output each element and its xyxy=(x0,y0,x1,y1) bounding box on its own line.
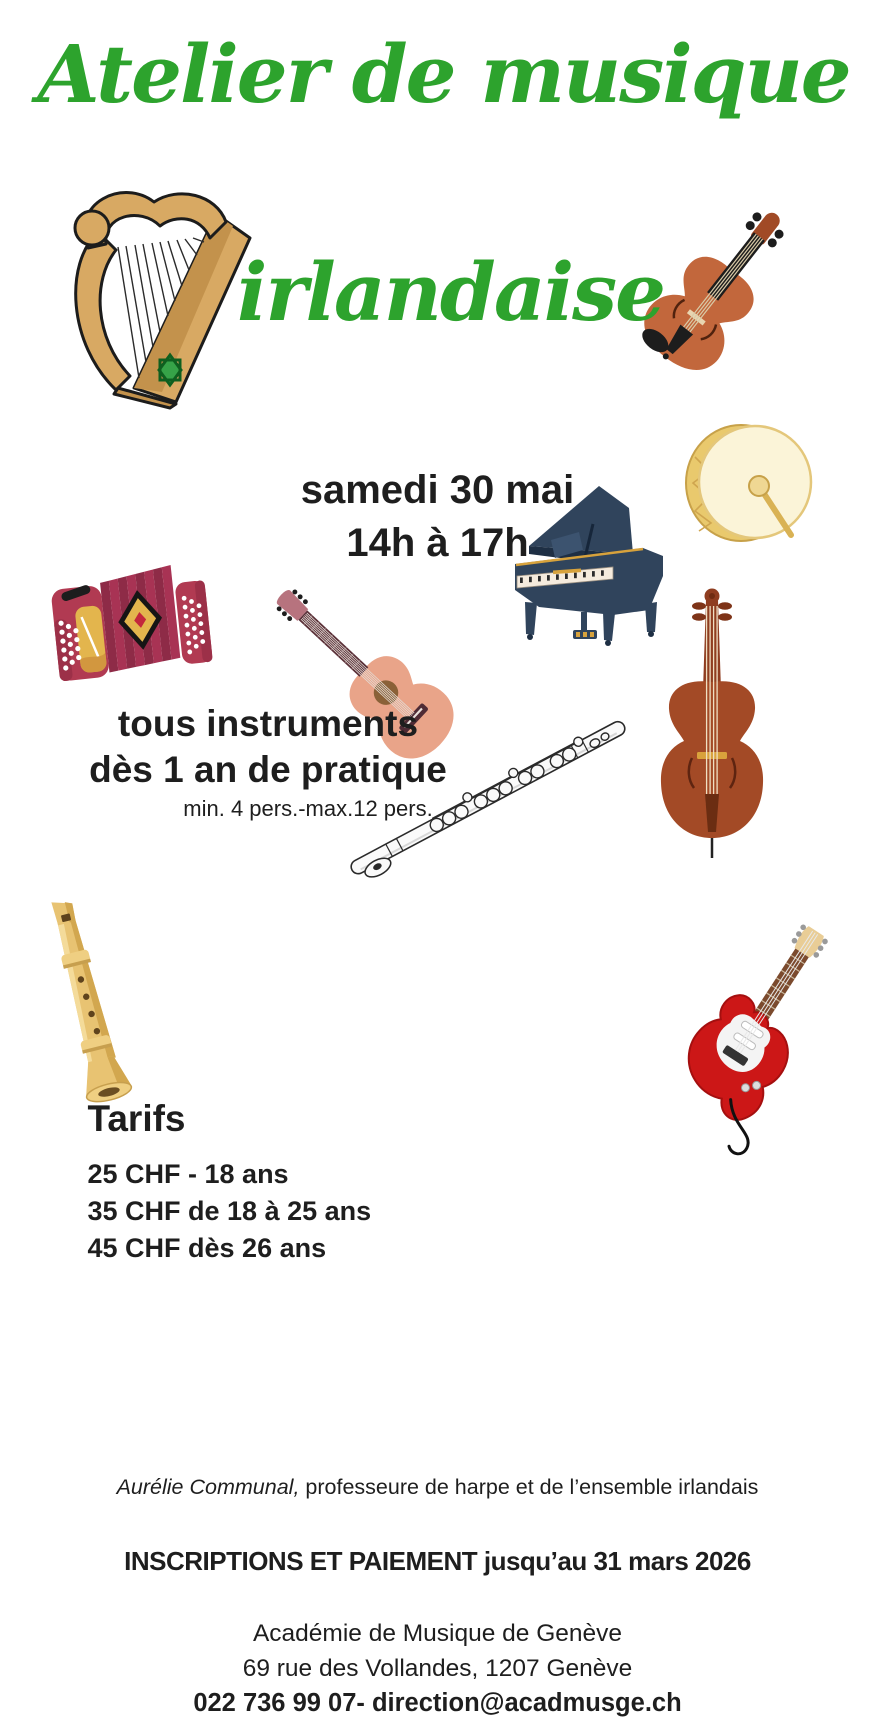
event-time: 14h à 17h xyxy=(38,517,838,570)
group-size: min. 4 pers.-max.12 pers. xyxy=(56,795,481,823)
accordion-image xyxy=(46,558,214,680)
registration-line: INSCRIPTIONS ET PAIEMENT jusqu’au 31 mars 2026 xyxy=(38,1546,838,1577)
poster-title-line2: irlandaise xyxy=(38,248,838,336)
recorder-image xyxy=(42,893,134,1115)
teacher-name: Aurélie Communal, xyxy=(117,1475,300,1499)
organisation-address: 69 rue des Vollandes, 1207 Genève xyxy=(38,1652,838,1687)
workshop-poster xyxy=(38,0,838,1132)
event-datetime xyxy=(38,464,838,570)
audience-line2: dès 1 an de pratique xyxy=(56,747,481,793)
event-date: samedi 30 mai xyxy=(38,464,838,517)
poster-title-line1: Atelier de musique xyxy=(38,30,838,118)
organisation-contact: 022 736 99 07- direction@acadmusge.ch xyxy=(38,1686,838,1721)
teacher-line xyxy=(38,1475,838,1500)
tarif-item: 45 CHF dès 26 ans xyxy=(88,1230,875,1267)
electric-guitar-image xyxy=(692,908,832,1126)
tarifs-heading: Tarifs xyxy=(88,1098,875,1140)
cello-image xyxy=(654,586,770,864)
tarifs-block xyxy=(88,1098,875,1267)
organisation-name: Académie de Musique de Genève xyxy=(38,1617,838,1652)
audience-line1: tous instruments xyxy=(56,701,481,747)
tarif-item: 35 CHF de 18 à 25 ans xyxy=(88,1193,875,1230)
audience-block xyxy=(56,701,481,823)
tarif-item: 25 CHF - 18 ans xyxy=(88,1156,875,1193)
teacher-description: professeure de harpe et de l’ensemble irlandais xyxy=(305,1475,758,1499)
organisation-block xyxy=(38,1617,838,1721)
